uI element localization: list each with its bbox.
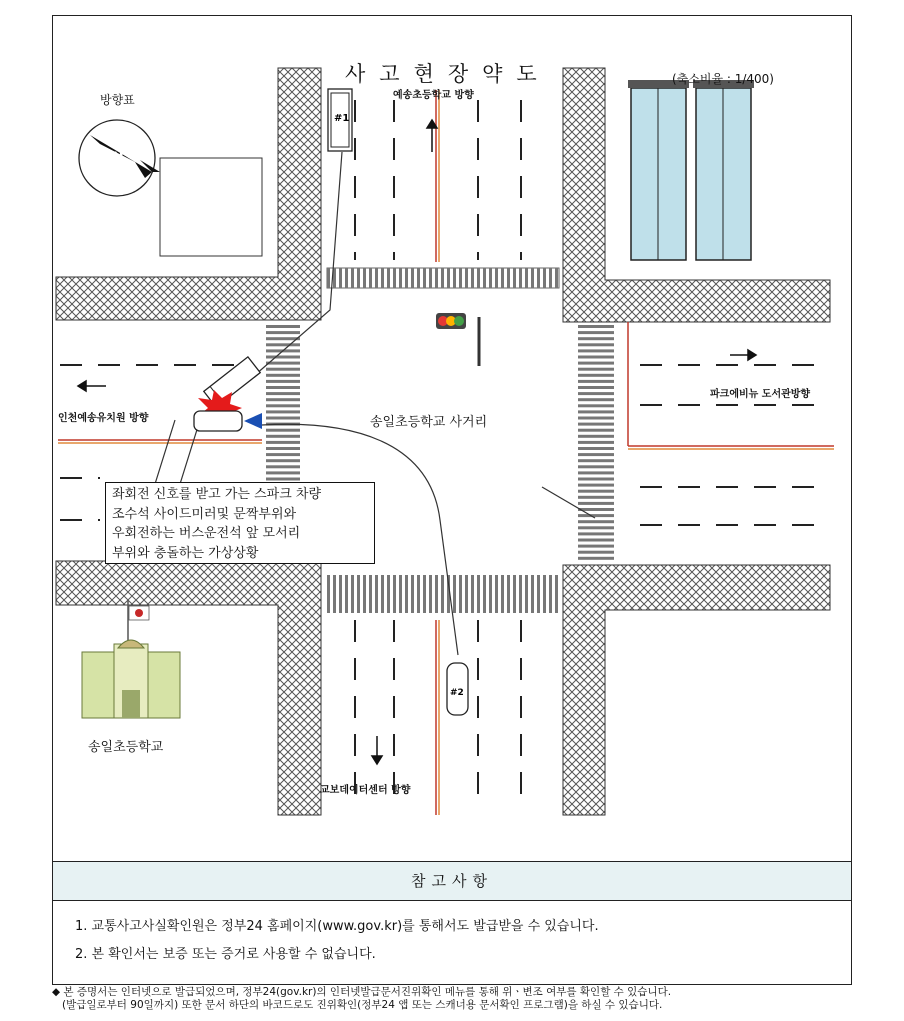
crosswalk-stripe <box>525 575 528 613</box>
crosswalk-south-stripes <box>327 575 558 613</box>
crosswalk-stripe <box>453 575 456 613</box>
crosswalk-stripe <box>501 268 504 288</box>
crosswalk-stripe <box>471 575 474 613</box>
school-name: 송일초등학교 <box>88 740 164 755</box>
crosswalk-stripe <box>393 268 396 288</box>
crosswalk-stripe <box>477 268 480 288</box>
crosswalk-stripe <box>578 386 614 389</box>
crosswalk-stripe <box>357 575 360 613</box>
apartment-buildings <box>628 80 754 260</box>
crosswalk-stripe <box>507 268 510 288</box>
crosswalk-stripe <box>578 465 614 468</box>
crosswalk-stripe <box>578 356 614 359</box>
school-building-icon <box>82 600 180 718</box>
blue-arrowhead-icon <box>244 413 262 429</box>
reference-header: 참고사항 <box>53 861 851 901</box>
crosswalk-stripe <box>578 435 614 438</box>
crosswalk-stripe <box>266 343 300 346</box>
accident-note-line: 우회전하는 버스운전석 앞 모서리 <box>112 526 301 541</box>
crosswalk-stripe <box>266 435 300 438</box>
crosswalk-stripe <box>578 551 614 554</box>
crosswalk-stripe <box>578 380 614 383</box>
crosswalk-stripe <box>266 374 300 377</box>
crosswalk-stripe <box>441 268 444 288</box>
crosswalk-stripe <box>266 410 300 413</box>
crosswalk-stripe <box>375 575 378 613</box>
crosswalk-stripe <box>423 268 426 288</box>
crosswalk-stripe <box>578 398 614 401</box>
crosswalk-stripe <box>399 575 402 613</box>
reference-item: 1. 교통사고사실확인원은 정부24 홈페이지(www.gov.kr)를 통해서도 발급받을 수 있습니다. <box>75 919 599 934</box>
crosswalk-stripe <box>501 575 504 613</box>
crosswalk-stripe <box>471 268 474 288</box>
crosswalk-stripe <box>459 575 462 613</box>
crosswalk-stripe <box>513 268 516 288</box>
crosswalk-stripe <box>513 575 516 613</box>
page-title: 사고현장약도 <box>345 62 551 86</box>
spark-car <box>194 411 242 431</box>
crosswalk-stripe <box>578 526 614 529</box>
crosswalk-stripe <box>369 575 372 613</box>
crosswalk-stripe <box>459 268 462 288</box>
crosswalk-stripe <box>578 459 614 462</box>
crosswalk-stripe <box>578 520 614 523</box>
crosswalk-stripe <box>266 453 300 456</box>
north-direction-label: 예송초등학교 방향 <box>393 90 474 101</box>
reference-item: 2. 본 확인서는 보증 또는 증거로 사용할 수 없습니다. <box>75 947 376 962</box>
crosswalk-stripe <box>357 268 360 288</box>
crosswalk-stripe <box>477 575 480 613</box>
crosswalk-stripe <box>266 325 300 328</box>
crosswalk-stripe <box>519 268 522 288</box>
crosswalk-stripe <box>543 575 546 613</box>
crosswalk-stripe <box>578 545 614 548</box>
crosswalk-stripe <box>578 441 614 444</box>
crosswalk-stripe <box>578 343 614 346</box>
crosswalk-stripe <box>578 423 614 426</box>
crosswalk-stripe <box>578 557 614 560</box>
crosswalk-stripe <box>327 268 330 288</box>
south-direction-label: 교보데이터센터 방향 <box>320 785 411 796</box>
crosswalk-stripe <box>578 392 614 395</box>
footer-line: (발급일로부터 90일까지) 또한 문서 하단의 바코드로도 진위확인(정부24 앱 또는 스캐너용 문서확인 프로그램)을 하실 수 있습니다. <box>62 999 663 1011</box>
crosswalk-stripe <box>578 368 614 371</box>
crosswalk-stripe <box>363 575 366 613</box>
scale-label: (축소비율 : 1/400) <box>672 72 774 86</box>
crosswalk-stripe <box>405 575 408 613</box>
crosswalk-stripe <box>465 575 468 613</box>
crosswalk-stripe <box>266 404 300 407</box>
accident-note-line: 조수석 사이드미러및 문짝부위와 <box>112 506 297 522</box>
crosswalk-stripe <box>345 268 348 288</box>
crosswalk-stripe <box>578 471 614 474</box>
crosswalk-stripe <box>525 268 528 288</box>
crosswalk-stripe <box>489 268 492 288</box>
crosswalk-stripe <box>578 453 614 456</box>
crosswalk-stripe <box>266 362 300 365</box>
crosswalk-stripe <box>417 575 420 613</box>
crosswalk-stripe <box>578 429 614 432</box>
crosswalk-stripe <box>411 268 414 288</box>
crosswalk-stripe <box>435 575 438 613</box>
crosswalk-stripe <box>393 575 396 613</box>
crosswalk-stripe <box>537 268 540 288</box>
crosswalk-stripe <box>495 268 498 288</box>
crosswalk-stripe <box>351 575 354 613</box>
crosswalk-stripe <box>578 410 614 413</box>
crosswalk-stripe <box>531 575 534 613</box>
crosswalk-stripe <box>387 575 390 613</box>
crosswalk-stripe <box>266 356 300 359</box>
north-arrow-icon <box>79 120 160 196</box>
crosswalk-stripe <box>435 268 438 288</box>
crosswalk-stripe <box>375 268 378 288</box>
crosswalk-stripe <box>555 268 558 288</box>
crosswalk-stripe <box>369 268 372 288</box>
crosswalk-stripe <box>578 539 614 542</box>
crosswalk-stripe <box>266 429 300 432</box>
west-direction-label: 인천예송유치원 방향 <box>58 413 149 424</box>
crosswalk-stripe <box>483 575 486 613</box>
crosswalk-stripe <box>266 417 300 420</box>
crosswalk-stripe <box>578 337 614 340</box>
crosswalk-stripe <box>578 374 614 377</box>
crosswalk-stripe <box>339 575 342 613</box>
crosswalk-stripe <box>578 325 614 328</box>
crosswalk-stripe <box>578 514 614 517</box>
crosswalk-stripe <box>266 465 300 468</box>
crosswalk-stripe <box>345 575 348 613</box>
vehicle-1-label: #1 <box>334 113 350 124</box>
crosswalk-stripe <box>387 268 390 288</box>
crosswalk-stripe <box>423 575 426 613</box>
crosswalk-stripe <box>333 575 336 613</box>
footer-line: ◆ 본 증명서는 인터넷으로 발급되었으며, 정부24(gov.kr)의 인터넷발급문서진위확인 메뉴를 통해 위ㆍ변조 여부를 확인할 수 있습니다. <box>52 986 672 998</box>
crosswalk-stripe <box>266 478 300 481</box>
crosswalk-stripe <box>429 268 432 288</box>
crosswalk-stripe <box>578 362 614 365</box>
sidewalk-se <box>563 565 830 815</box>
crosswalk-stripe <box>381 575 384 613</box>
crosswalk-stripe <box>483 268 486 288</box>
crosswalk-stripe <box>339 268 342 288</box>
crosswalk-stripe <box>495 575 498 613</box>
crosswalk-stripe <box>489 575 492 613</box>
crosswalk-stripe <box>417 268 420 288</box>
crosswalk-stripe <box>578 349 614 352</box>
vehicle-2-label: #2 <box>450 688 464 698</box>
crosswalk-stripe <box>578 484 614 487</box>
crosswalk-stripe <box>578 478 614 481</box>
crosswalk-stripe <box>266 392 300 395</box>
crosswalk-stripe <box>453 268 456 288</box>
crosswalk-stripe <box>507 575 510 613</box>
crosswalk-stripe <box>405 268 408 288</box>
crosswalk-stripe <box>543 268 546 288</box>
accident-note-line: 부위와 충돌하는 가상상황 <box>112 545 259 561</box>
crosswalk-stripe <box>266 459 300 462</box>
crosswalk-stripe <box>519 575 522 613</box>
crosswalk-stripe <box>381 268 384 288</box>
crosswalk-east-stripes <box>578 325 614 560</box>
footer-notice <box>52 986 671 1012</box>
crosswalk-stripe <box>399 268 402 288</box>
crosswalk-stripe <box>266 368 300 371</box>
east-direction-label: 파크에비뉴 도서관방향 <box>710 389 811 400</box>
crosswalk-stripe <box>465 268 468 288</box>
crosswalk-stripe <box>411 575 414 613</box>
crosswalk-stripe <box>266 380 300 383</box>
crosswalk-stripe <box>441 575 444 613</box>
intersection-name: 송일초등학교 사거리 <box>370 415 488 430</box>
crosswalk-stripe <box>429 575 432 613</box>
crosswalk-stripe <box>327 575 330 613</box>
crosswalk-stripe <box>537 575 540 613</box>
crosswalk-stripe <box>549 575 552 613</box>
crosswalk-stripe <box>447 268 450 288</box>
crosswalk-stripe <box>578 502 614 505</box>
crosswalk-stripe <box>578 447 614 450</box>
crosswalk-stripe <box>266 398 300 401</box>
accident-note-box <box>105 482 375 564</box>
compass-label: 방향표 <box>100 93 135 107</box>
building-outline <box>160 158 262 256</box>
svg-text:N: N <box>112 150 124 166</box>
crosswalk-stripe <box>351 268 354 288</box>
crosswalk-stripe <box>266 471 300 474</box>
crosswalk-stripe <box>578 331 614 334</box>
traffic-light-icon <box>436 313 479 366</box>
crosswalk-stripe <box>266 441 300 444</box>
crosswalk-stripe <box>578 532 614 535</box>
crosswalk-stripe <box>363 268 366 288</box>
crosswalk-stripe <box>555 575 558 613</box>
crosswalk-stripe <box>531 268 534 288</box>
crosswalk-stripe <box>578 404 614 407</box>
crosswalk-stripe <box>578 496 614 499</box>
crosswalk-stripe <box>578 490 614 493</box>
crosswalk-stripe <box>549 268 552 288</box>
crosswalk-stripe <box>266 331 300 334</box>
crosswalk-stripe <box>266 447 300 450</box>
crosswalk-stripe <box>266 386 300 389</box>
accident-note-line: 좌회전 신호를 받고 가는 스파크 차량 <box>112 487 322 502</box>
crosswalk-stripe <box>578 417 614 420</box>
